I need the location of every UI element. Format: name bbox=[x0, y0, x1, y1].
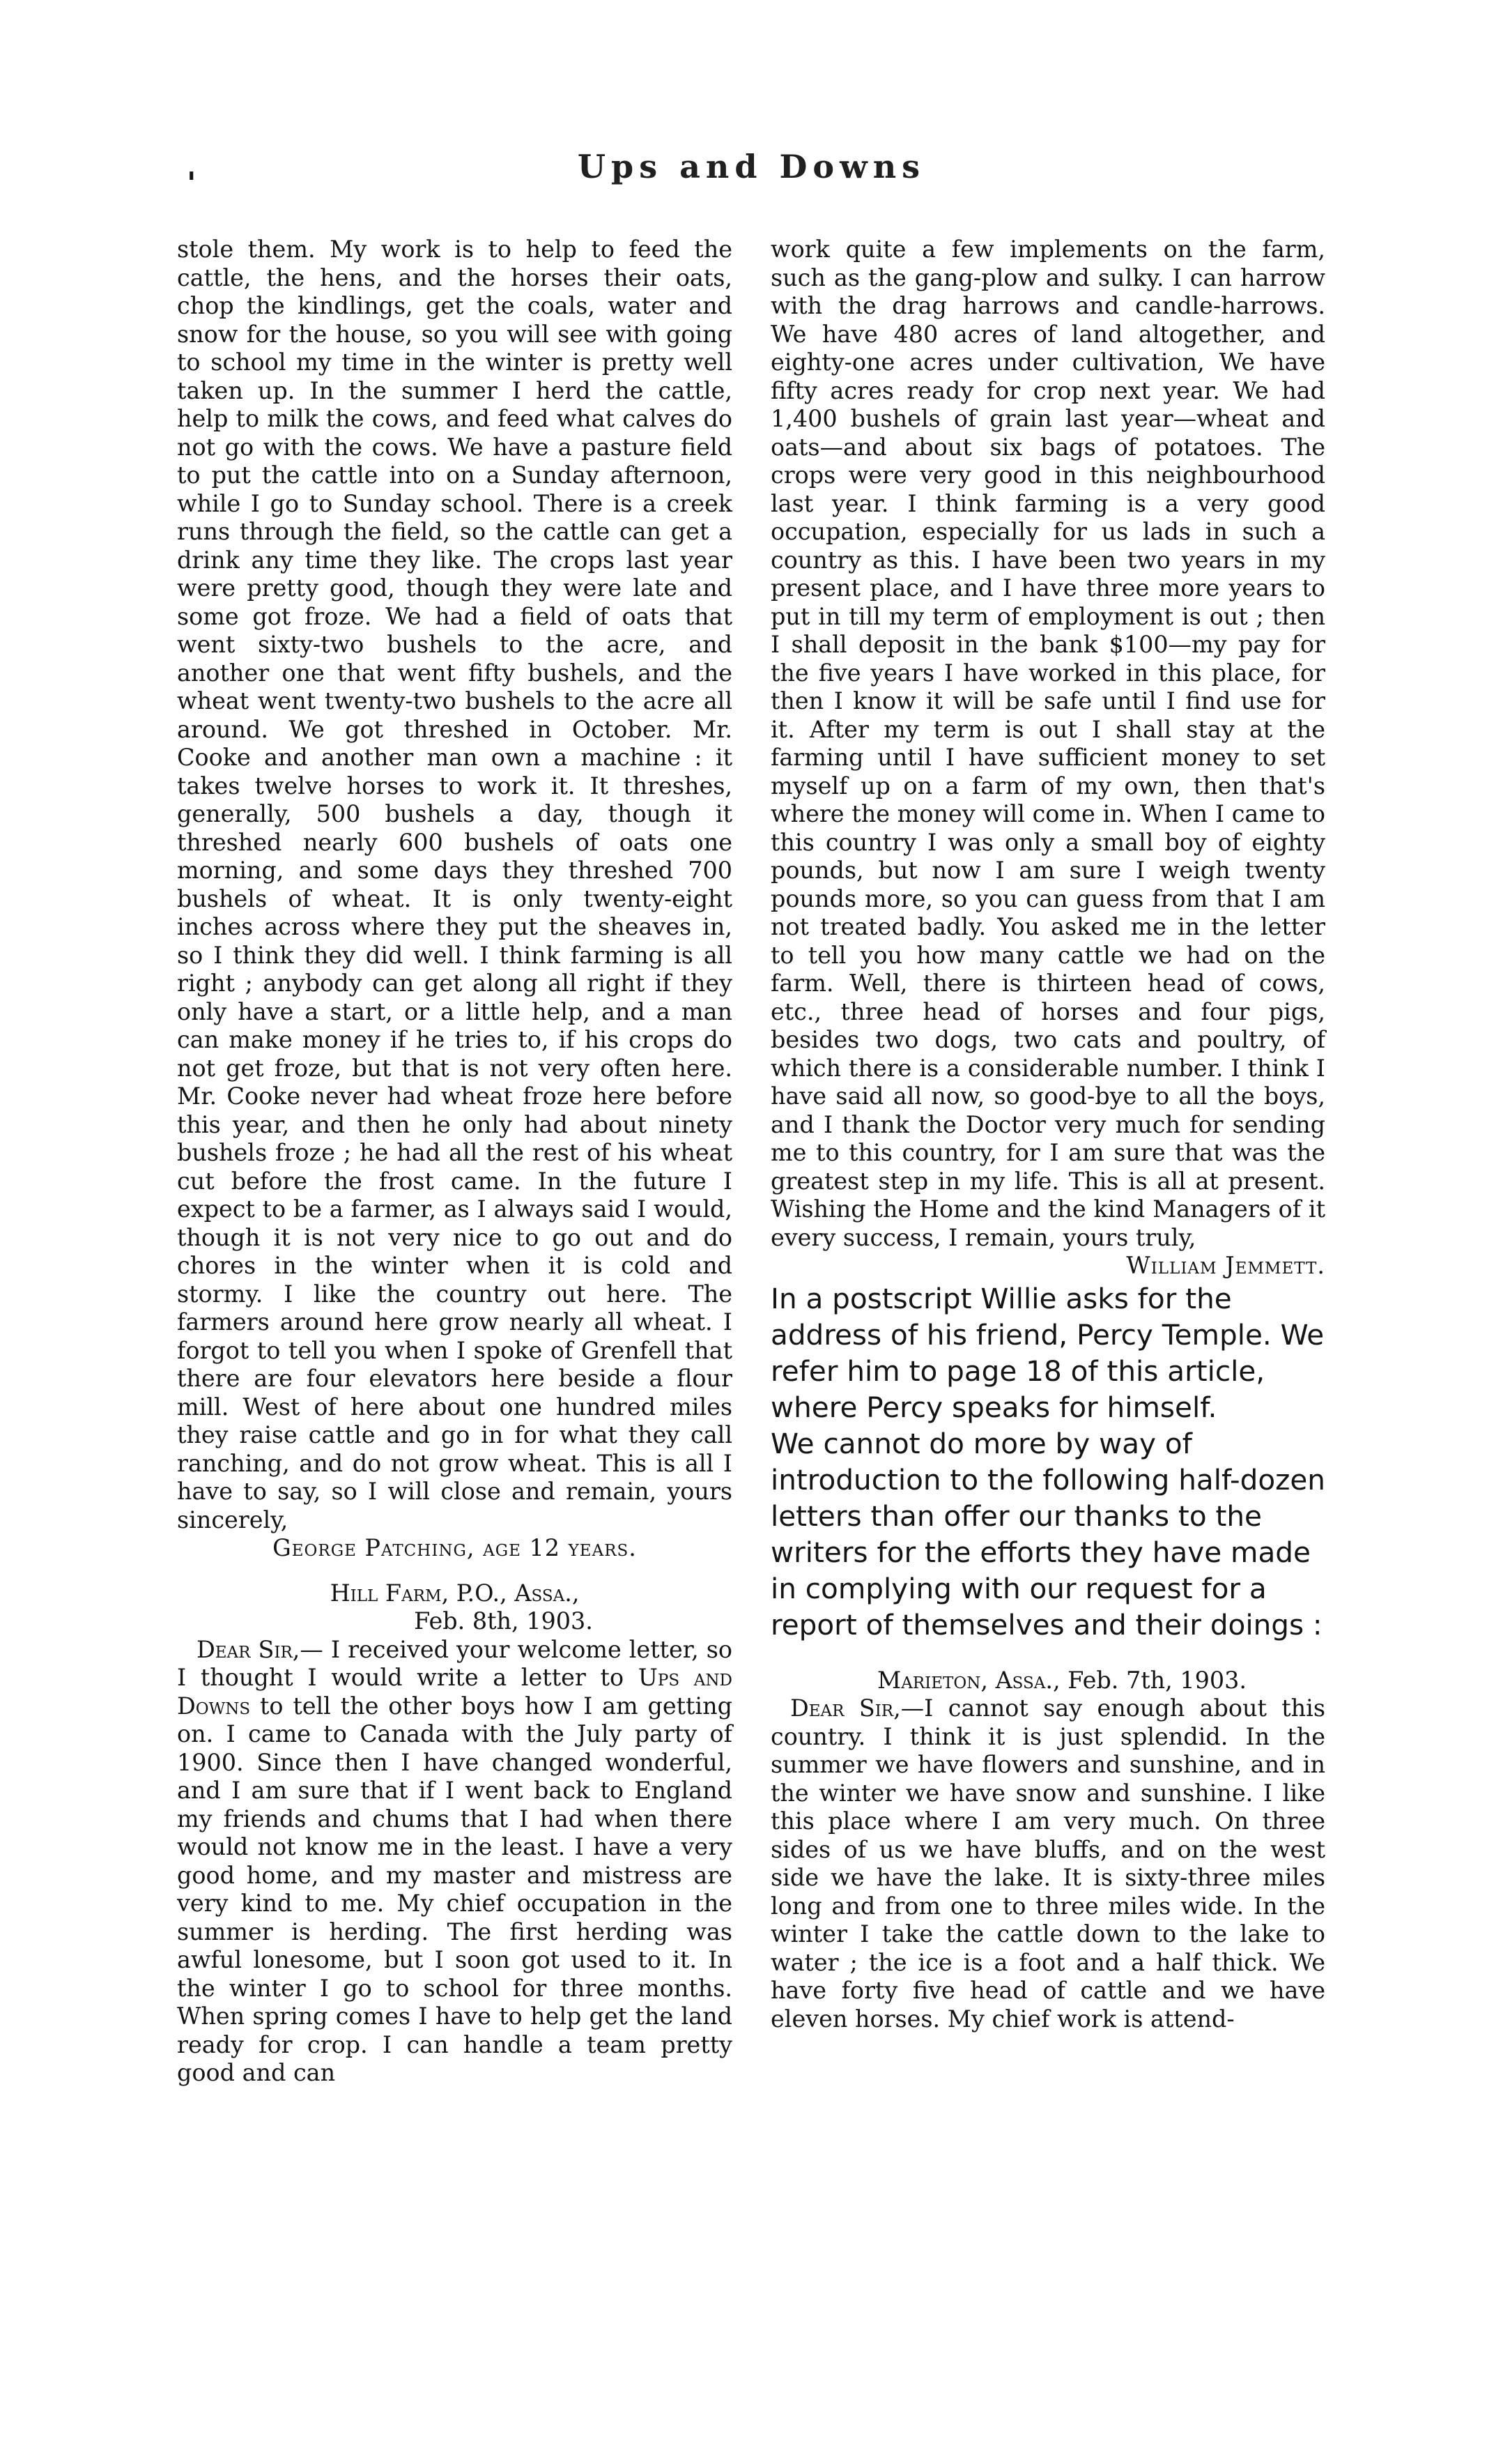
letter2-date: Feb. 8th, 1903. bbox=[414, 1607, 593, 1635]
letter3-place-date bbox=[771, 1667, 1325, 1695]
letter2-body-part-a: — I received your welcome letter, so I thought I would write a letter to bbox=[177, 1635, 732, 1691]
letter3-body-text: —I cannot say enough about this country. I think it is just splendid. In the summer we have flowers and sunshine, and in the winter we have snow and sunshine. I like this place where I am very much. On three sides of us we have bluffs, and on the west side we have the lake. It is sixty-three miles long and from one to three miles wide. In the winter I take the cattle down to the lake to water ; the ice is a foot and a half thick. We have forty five head of cattle and we have eleven horses. My chief work is attend- bbox=[771, 1694, 1325, 2033]
letter2-salutation: Dear Sir, bbox=[196, 1635, 300, 1663]
letter2-heading bbox=[177, 1579, 732, 1636]
left-column bbox=[177, 236, 732, 2088]
letter1-body: stole them. My work is to help to feed the cattle, the hens, and the horses their oats, chop the kindlings, get the coals, water and snow for the house, so you will see with going to school my time in the winter is pretty well taken up. In the summer I herd the cattle, help to milk the cows, and feed what calves do not go with the cows. We have a pasture field to put the cattle into on a Sunday afternoon, while I go to Sunday school. There is a creek runs through the field, so the cattle can get a drink any time they like. The crops last year were pretty good, though they were late and some got froze. We had a field of oats that went sixty-two bushels to the acre, and another one that went fifty bushels, and the wheat went twenty-two bushels to the acre all around. We got threshed in October. Mr. Cooke and another man own a machine : it takes twelve horses to work it. It threshes, generally, 500 bushels a day, though it threshed nearly 600 bushels of oats one morning, and some days they threshed 700 bushels of wheat. It is only twenty-eight inches across where they put the sheaves in, so I think they did well. I think farming is all right ; anybody can get along all right if they only have a start, or a little help, and a man can make money if he tries to, if his crops do not get froze, but that is not very often here. Mr. Cooke never had wheat froze here before this year, and then he only had about ninety bushels froze ; he had all the rest of his wheat cut before the frost came. In the future I expect to be a farmer, as I always said I would, though it is not very nice to go out and do chores in the winter when it is cold and stormy. I like the country out here. The farmers around here grow nearly all wheat. I forgot to tell you when I spoke of Grenfell that there are four elevators here beside a flour mill. West of here about one hundred miles they raise cattle and go in for what they call ranching, and do not grow wheat. This is all I have to say, so I will close and remain, yours sincerely, bbox=[177, 236, 732, 1533]
letter2-signature: William Jemmett. bbox=[1126, 1252, 1325, 1279]
letter3-place: Marieton, Assa., bbox=[877, 1666, 1061, 1694]
page-mark: ' bbox=[187, 166, 196, 201]
running-title: Ups and Downs bbox=[577, 148, 926, 185]
magazine-name: Ups and Downs bbox=[177, 1664, 732, 1720]
editorial-introduction: We cannot do more by way of introduction to the following half-dozen letters than offer our thanks to the writers for the efforts they have made in complying with our request for a report of themselves and their doings : bbox=[771, 1426, 1325, 1642]
letter2-body-continued: work quite a few implements on the farm, such as the gang-plow and sulky. I can harrow with the drag harrows and candle-harrows. We have 480 acres of land altogether, and eighty-one acres under cultivation, We have fifty acres ready for crop next year. We had 1,400 bushels of grain last year—wheat and oats—and about six bags of potatoes. The crops were very good in this neighbourhood last year. I think farming is a very good occupation, especially for us lads in such a country as this. I have been two years in my present place, and I have three more years to put in till my term of employment is out ; then I shall deposit in the bank $100—my pay for the five years I have worked in this place, for then I know it will be safe until I find use for it. After my term is out I shall stay at the farming until I have sufficient money to set myself up on a farm of my own, then that's where the money will come in. When I came to this country I was only a small boy of eighty pounds, but now I am sure I weigh twenty pounds more, so you can guess from that I am not treated badly. You asked me in the letter to tell you how many cattle we had on the farm. Well, there is thirteen head of cows, etc., three head of horses and four pigs, besides two dogs, two cats and poultry, of which there is a considerable number. I think I have said all now, so good-bye to all the boys, and I thank the Doctor very much for sending me to this country, for I am sure that was the greatest step in my life. This is all at present. Wishing the Home and the kind Managers of it every success, I remain, yours truly, bbox=[771, 236, 1325, 1251]
letter2-body-part-b: to tell the other boys how I am getting on. I came to Canada with the July party of 1900. Since then I have changed wonderful, and I am sure that if I went back to England my friends and chums that I had when there would not know me in the least. I have a very good home, and my master and mistress are very kind to me. My chief occupation in the summer is herding. The first herding was awful lonesome, but I soon got used to it. In the winter I go to school for three months. When spring comes I have to help get the land ready for crop. I can handle a team pretty good and can bbox=[177, 1692, 732, 2086]
letter2-body bbox=[177, 1636, 732, 2088]
letter3-date: Feb. 7th, 1903. bbox=[1067, 1666, 1247, 1694]
letter3-salutation: Dear Sir, bbox=[790, 1694, 901, 1722]
letter3-body bbox=[771, 1694, 1325, 2033]
right-column bbox=[771, 236, 1325, 2033]
letter1-signature: George Patching, age 12 years. bbox=[272, 1534, 637, 1561]
letter2-place: Hill Farm, P.O., Assa., bbox=[330, 1579, 580, 1607]
postscript-note: In a postscript Willie asks for the address of his friend, Percy Temple. We refer him to page 18 of this article, where Percy speaks for himself. bbox=[771, 1281, 1325, 1424]
letter3-heading bbox=[771, 1667, 1325, 1695]
